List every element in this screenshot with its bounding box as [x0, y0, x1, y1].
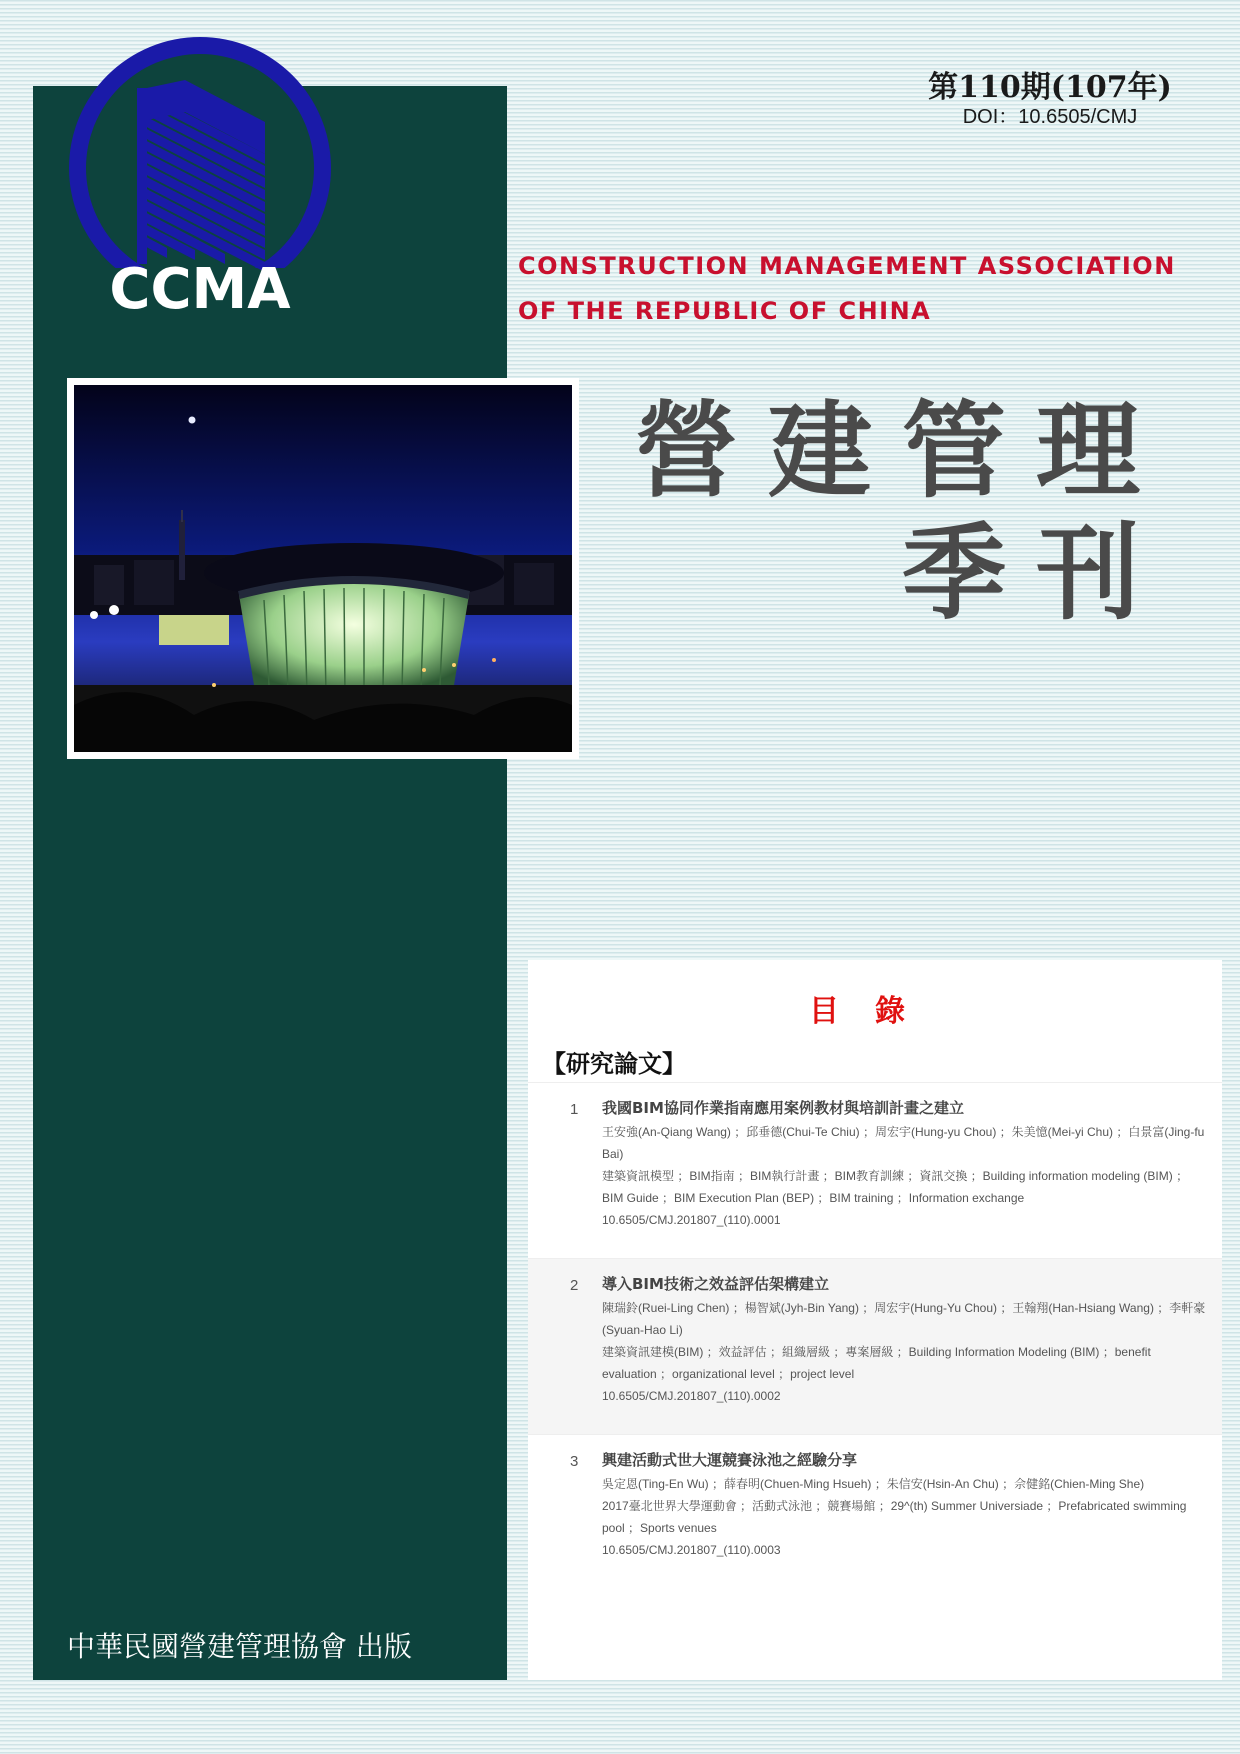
toc-item: [528, 1258, 1222, 1434]
toc-item-doi[interactable]: 10.6505/CMJ.201807_(110).0003: [602, 1543, 781, 1557]
journal-title-line-2: 季刊: [901, 511, 1170, 634]
ccma-logo: [55, 36, 345, 316]
toc-item-title[interactable]: 興建活動式世大運競賽泳池之經驗分享: [602, 1451, 858, 1469]
toc-heading: 目錄: [809, 994, 941, 1029]
toc-item-title[interactable]: 我國BIM協同作業指南應用案例教材與培訓計畫之建立: [602, 1099, 964, 1117]
toc-item-title[interactable]: 導入BIM技術之效益評估架構建立: [602, 1275, 829, 1293]
ccma-logo-text: CCMA: [109, 257, 291, 316]
association-line-2: OF THE REPUBLIC OF CHINA: [518, 297, 932, 325]
association-line-1: CONSTRUCTION MANAGEMENT ASSOCIATION: [518, 252, 1176, 280]
toc-section-label: 【研究論文】: [542, 1049, 686, 1078]
publisher-credit: 中華民國營建管理協會 出版: [67, 1630, 412, 1663]
association-name: [518, 244, 1218, 334]
toc-item-doi[interactable]: 10.6505/CMJ.201807_(110).0002: [602, 1389, 781, 1403]
toc-item-number: 3: [570, 1453, 579, 1470]
journal-title-line-1: 營建管理: [633, 389, 1170, 512]
toc-item-number: 2: [570, 1277, 579, 1294]
cover-photo: [67, 378, 579, 759]
toc-item-keywords: 2017臺北世界大學運動會 ；活動式泳池 ；競賽場館 ；29^(th) Summer Universiade ；Prefabricated swimming pool ；Sports venues: [602, 1499, 1187, 1535]
issue-number: 第110期(107年): [928, 70, 1172, 105]
toc-item-doi[interactable]: 10.6505/CMJ.201807_(110).0001: [602, 1213, 781, 1227]
toc-item-authors: 吳定恩(Ting-En Wu) ；薛春明(Chuen-Ming Hsueh) ；朱信安(Hsin-An Chu) ；佘健銘(Chien-Ming She): [602, 1477, 1145, 1491]
toc-item-keywords: 建築資訊建模(BIM) ；效益評估 ；組織層級 ；專案層級 ；Building Information Modeling (BIM) ；benefit evaluation ；organizational level ；project level: [602, 1345, 1151, 1381]
toc-item-number: 1: [570, 1101, 579, 1118]
toc-item-keywords: 建築資訊模型 ；BIM指南 ；BIM執行計畫 ；BIM教育訓練 ；資訊交換 ；Building information modeling (BIM) ；BIM Guide ；BIM Execution Plan (BEP) ；BIM training ；Information exchange: [602, 1169, 1189, 1205]
toc-item-authors: 陳瑞鈴(Ruei-Ling Chen) ；楊智斌(Jyh-Bin Yang) ；周宏宇(Hung-Yu Chou) ；王翰翔(Han-Hsiang Wang) ；李軒豪(Syuan-Hao Li): [602, 1301, 1206, 1337]
toc-item-authors: 王安強(An-Qiang Wang) ；邱垂德(Chui-Te Chiu) ；周宏宇(Hung-yu Chou) ；朱美憶(Mei-yi Chu) ；白景富(Jing-fu Bai): [602, 1125, 1205, 1161]
toc-list: [528, 1082, 1222, 1610]
toc-item: [528, 1082, 1222, 1258]
journal-doi: DOI：10.6505/CMJ: [962, 106, 1138, 128]
toc-item: [528, 1434, 1222, 1610]
journal-title: [634, 390, 1170, 634]
cover-side-panel: [33, 86, 507, 1680]
table-of-contents: [528, 960, 1222, 1680]
